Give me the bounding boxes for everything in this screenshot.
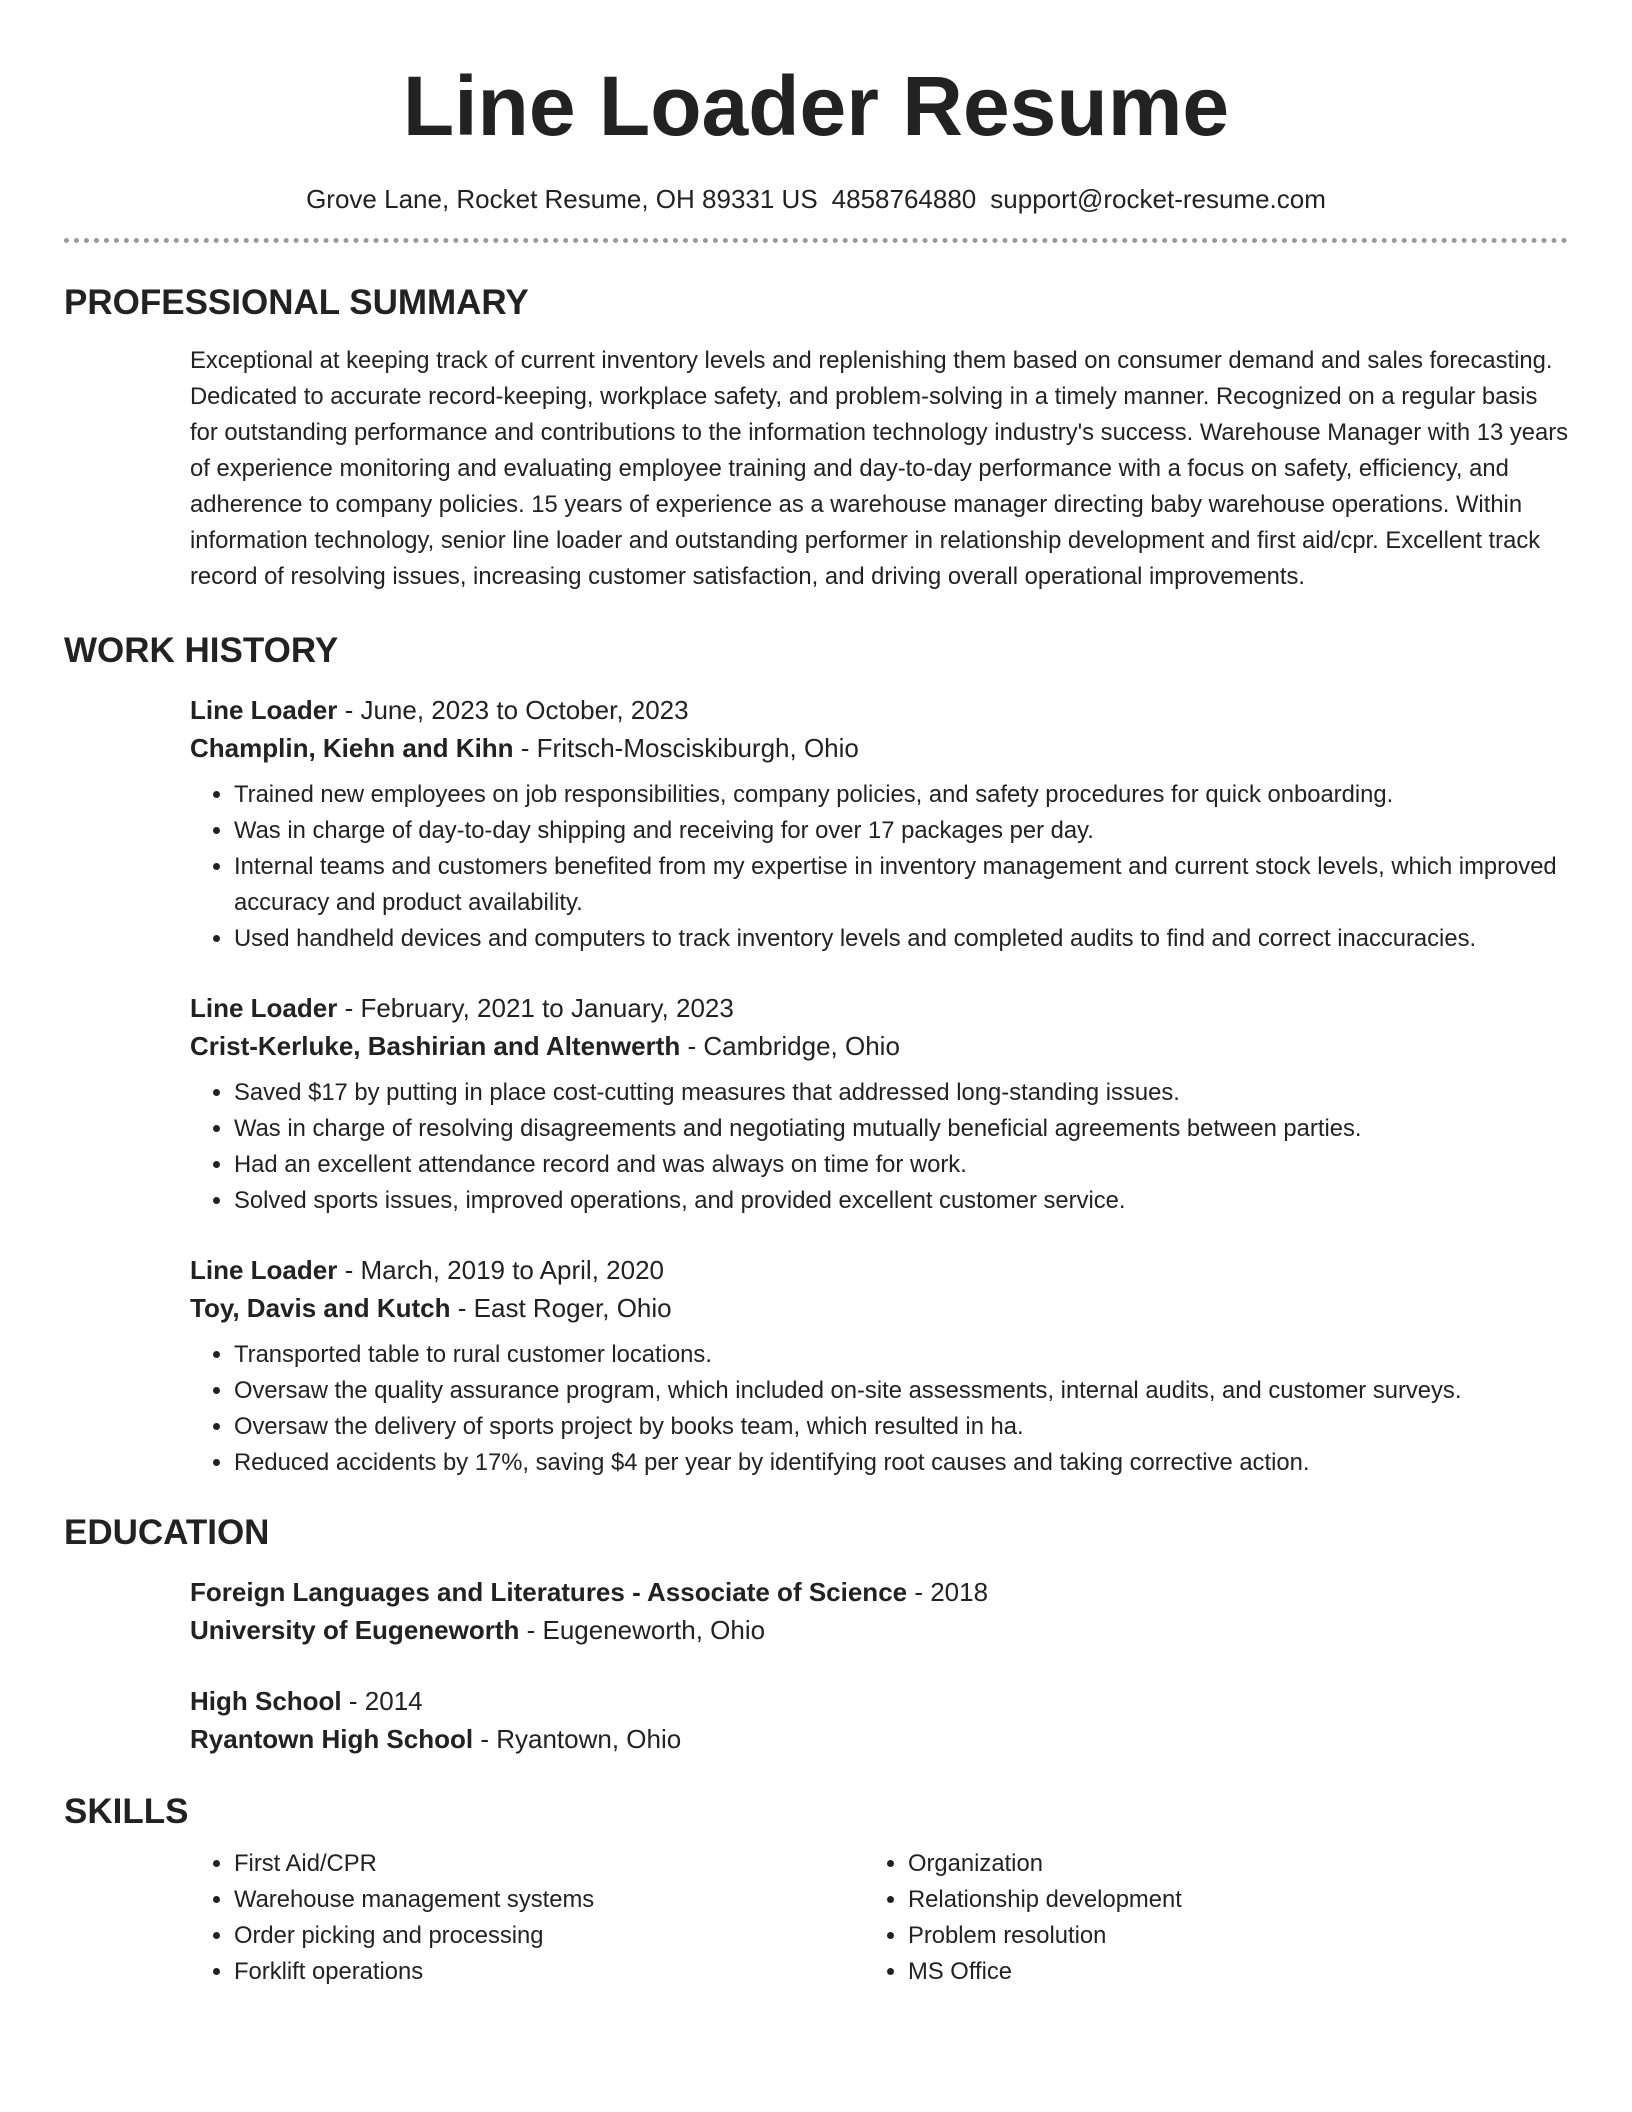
job-location: - Cambridge, Ohio	[680, 1031, 900, 1061]
job-bullets	[190, 1337, 1568, 1481]
education-degree: Foreign Languages and Literatures - Associate of Science	[190, 1577, 908, 1607]
job-entry	[190, 691, 1568, 957]
list-item: • Oversaw the delivery of sports project by books team, which resulted in ha.	[234, 1409, 1568, 1445]
contact-line	[64, 182, 1568, 216]
contact-phone: 4858764880	[831, 184, 977, 214]
list-item: • Was in charge of resolving disagreements and negotiating mutually beneficial agreements between parties.	[234, 1111, 1568, 1147]
job-dates: - February, 2021 to January, 2023	[337, 993, 734, 1023]
list-item: • Used handheld devices and computers to track inventory levels and completed audits to find and correct inaccuracies.	[234, 921, 1568, 957]
list-item: • Order picking and processing	[234, 1918, 864, 1954]
job-title: Line Loader	[190, 695, 338, 725]
list-item: • Oversaw the quality assurance program, which included on-site assessments, internal audits, and customer surveys.	[234, 1373, 1568, 1409]
job-dates: - June, 2023 to October, 2023	[337, 695, 689, 725]
education-location: - Ryantown, Ohio	[473, 1724, 682, 1754]
list-item: • Transported table to rural customer locations.	[234, 1337, 1568, 1373]
list-item: • Solved sports issues, improved operations, and provided excellent customer service.	[234, 1183, 1568, 1219]
section-heading-skills: SKILLS	[64, 1792, 189, 1831]
skills-column-right	[864, 1846, 1468, 1990]
job-company-line	[190, 729, 1568, 767]
job-title-line	[190, 989, 1568, 1027]
job-dates: - March, 2019 to April, 2020	[337, 1255, 664, 1285]
job-title: Line Loader	[190, 993, 338, 1023]
page-title: Line Loader Resume	[402, 59, 1230, 153]
job-company: Crist-Kerluke, Bashirian and Altenwerth	[190, 1031, 681, 1061]
education-year: - 2014	[341, 1686, 423, 1716]
list-item: • Problem resolution	[908, 1918, 1468, 1954]
skills-column-left	[190, 1846, 864, 1990]
job-company-line	[190, 1027, 1568, 1065]
list-item: • Relationship development	[908, 1882, 1468, 1918]
job-location: - East Roger, Ohio	[450, 1293, 672, 1323]
section-heading-education: EDUCATION	[64, 1513, 270, 1552]
list-item: • Organization	[908, 1846, 1468, 1882]
education-entry	[190, 1682, 1568, 1758]
skills-list	[190, 1846, 1568, 1990]
job-title: Line Loader	[190, 1255, 338, 1285]
summary-text: Exceptional at keeping track of current inventory levels and replenishing them based on consumer demand and sales forecasting. Dedicated to accurate record-keeping, workplace safety, and problem-solving in a timely manner. Recognized on a regular basis for outstanding performance and contributions to the information technology industry's success. Warehouse Manager with 13 years of experience monitoring and evaluating employee training and day-to-day performance with a focus on safety, efficiency, and adherence to company policies. 15 years of experience as a warehouse manager directing baby warehouse operations. Within information technology, senior line loader and outstanding performer in relationship development and first aid/cpr. Excellent track record of resolving issues, increasing customer satisfaction, and driving overall operational improvements.	[190, 347, 1569, 590]
job-bullets	[190, 777, 1568, 957]
list-item: • Reduced accidents by 17%, saving $4 per year by identifying root causes and taking corrective action.	[234, 1445, 1568, 1481]
list-item: • Had an excellent attendance record and was always on time for work.	[234, 1147, 1568, 1183]
list-item: • Was in charge of day-to-day shipping and receiving for over 17 packages per day.	[234, 813, 1568, 849]
list-item: • Internal teams and customers benefited from my expertise in inventory management and current stock levels, which improved accuracy and product availability.	[234, 849, 1568, 921]
job-entry	[190, 1251, 1568, 1481]
list-item: • Forklift operations	[234, 1954, 864, 1990]
contact-email: support@rocket-resume.com	[990, 184, 1326, 214]
list-item: • Trained new employees on job responsibilities, company policies, and safety procedures for quick onboarding.	[234, 777, 1568, 813]
section-heading-work-history: WORK HISTORY	[64, 631, 339, 670]
job-company-line	[190, 1289, 1568, 1327]
job-company: Champlin, Kiehn and Kihn	[190, 733, 514, 763]
list-item: • Warehouse management systems	[234, 1882, 864, 1918]
job-bullets	[190, 1075, 1568, 1219]
education-degree-line	[190, 1573, 1568, 1611]
header-divider	[64, 238, 1568, 243]
education-degree-line	[190, 1682, 1568, 1720]
job-company: Toy, Davis and Kutch	[190, 1293, 451, 1323]
education-degree: High School	[190, 1686, 342, 1716]
job-location: - Fritsch-Mosciskiburgh, Ohio	[513, 733, 859, 763]
education-school: Ryantown High School	[190, 1724, 474, 1754]
list-item: • Saved $17 by putting in place cost-cutting measures that addressed long-standing issues.	[234, 1075, 1568, 1111]
education-location: - Eugeneworth, Ohio	[519, 1615, 766, 1645]
job-title-line	[190, 1251, 1568, 1289]
education-school-line	[190, 1720, 1568, 1758]
education-entry	[190, 1573, 1568, 1649]
education-school: University of Eugeneworth	[190, 1615, 520, 1645]
education-school-line	[190, 1611, 1568, 1649]
section-heading-summary: PROFESSIONAL SUMMARY	[64, 283, 529, 322]
education-year: - 2018	[907, 1577, 989, 1607]
job-entry	[190, 989, 1568, 1219]
job-title-line	[190, 691, 1568, 729]
list-item: • MS Office	[908, 1954, 1468, 1990]
contact-address: Grove Lane, Rocket Resume, OH 89331 US	[306, 184, 818, 214]
list-item: • First Aid/CPR	[234, 1846, 864, 1882]
